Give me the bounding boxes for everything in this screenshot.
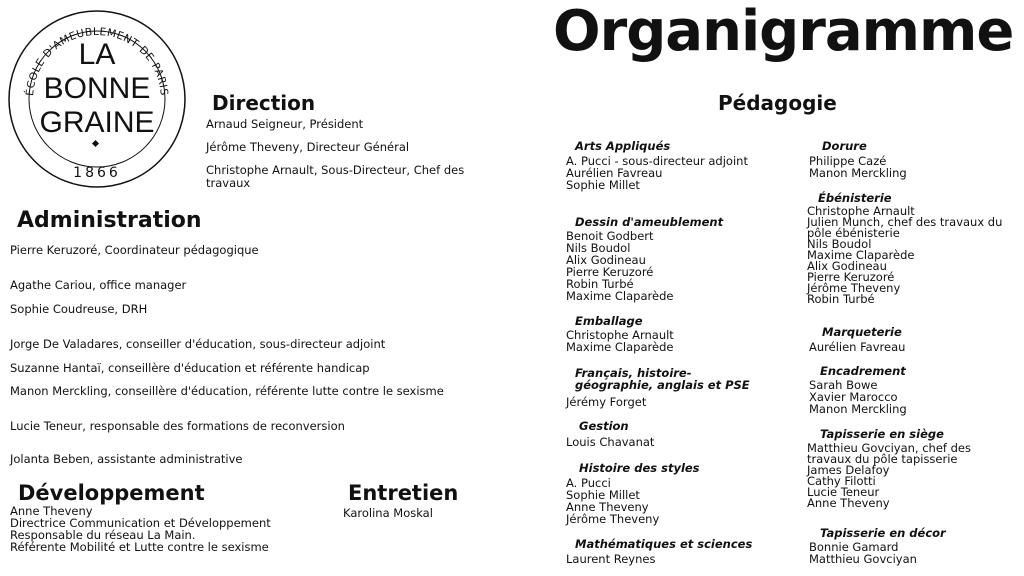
developpement-block bbox=[10, 505, 271, 553]
administration-heading: Administration bbox=[17, 208, 202, 233]
subject-title: Arts Appliqués bbox=[575, 139, 671, 153]
teacher-name: Robin Turbé bbox=[807, 292, 875, 306]
page-title: Organigramme bbox=[553, 0, 1014, 64]
subject-title: Gestion bbox=[579, 419, 629, 433]
subject-members bbox=[809, 541, 917, 565]
teacher-name: Jérôme Theveny bbox=[807, 281, 901, 295]
logo-line-1: LA bbox=[78, 38, 116, 71]
direction-member: Christophe Arnault, Sous-Directeur, Chef des travaux bbox=[206, 163, 465, 190]
teacher-name: Anne Theveny bbox=[807, 496, 890, 510]
teacher-name: Maxime Claparède bbox=[807, 248, 915, 262]
developpement-heading: Développement bbox=[18, 481, 205, 505]
subject-members bbox=[566, 230, 673, 302]
teacher-name: Jérôme Theveny bbox=[566, 512, 660, 526]
subject-members bbox=[807, 206, 1012, 305]
teacher-name: Bonnie Gamard bbox=[809, 540, 899, 554]
teacher-name: Aurélien Favreau bbox=[809, 340, 906, 354]
subject-title: Histoire des styles bbox=[579, 461, 700, 475]
teacher-name: Louis Chavanat bbox=[566, 435, 655, 449]
subject-title: Encadrement bbox=[820, 364, 906, 378]
teacher-name: Christophe Arnault bbox=[566, 328, 674, 342]
direction-heading: Direction bbox=[212, 91, 316, 115]
teacher-name: Sophie Millet bbox=[566, 178, 640, 192]
logo-arc-text: ÉCOLE D'AMEUBLEMENT DE PARIS bbox=[24, 25, 170, 97]
teacher-name: Benoit Godbert bbox=[566, 229, 654, 243]
administration-member: Manon Merckling, conseillère d'éducation, référente lutte contre le sexisme bbox=[10, 384, 444, 398]
teacher-name: Maxime Claparède bbox=[566, 340, 674, 354]
teacher-name: A. Pucci bbox=[566, 476, 611, 490]
subject-members bbox=[809, 379, 907, 415]
teacher-name: Cathy Filotti bbox=[807, 474, 876, 488]
subject-title: Emballage bbox=[575, 314, 643, 328]
subject-title: Ébénisterie bbox=[818, 191, 892, 205]
subject-title: Tapisserie en siège bbox=[820, 427, 944, 441]
teacher-name: Robin Turbé bbox=[566, 277, 634, 291]
teacher-name: Matthieu Govciyan, chef des travaux du pôle tapisserie bbox=[807, 441, 971, 466]
administration-member: Pierre Keruzoré, Coordinateur pédagogique bbox=[10, 243, 259, 257]
subject-title: Dessin d'ameublement bbox=[575, 215, 724, 229]
teacher-name: Sophie Millet bbox=[566, 488, 640, 502]
teacher-name: Laurent Reynes bbox=[566, 552, 656, 566]
teacher-name: Maxime Claparède bbox=[566, 289, 674, 303]
developpement-line: Référente Mobilité et Lutte contre le sexisme bbox=[10, 540, 269, 554]
teacher-name: Alix Godineau bbox=[566, 253, 646, 267]
developpement-line: Directrice Communication et Développement bbox=[10, 516, 271, 530]
subject-title: Marqueterie bbox=[822, 325, 902, 339]
developpement-line: Anne Theveny bbox=[10, 504, 93, 518]
teacher-name: Nils Boudol bbox=[566, 241, 631, 255]
entretien-heading: Entretien bbox=[348, 481, 459, 505]
administration-member: Agathe Cariou, office manager bbox=[10, 278, 187, 292]
teacher-name: James Delafoy bbox=[807, 463, 890, 477]
subject-members bbox=[566, 155, 748, 191]
administration-member: Sophie Coudreuse, DRH bbox=[10, 302, 148, 316]
administration-member: Jorge De Valadares, conseiller d'éducation, sous-directeur adjoint bbox=[10, 337, 386, 351]
teacher-name: Julien Munch, chef des travaux du pôle ébénisterie bbox=[807, 215, 1003, 240]
teacher-name: Manon Merckling bbox=[809, 402, 907, 416]
developpement-line: Responsable du réseau La Main. bbox=[10, 528, 196, 542]
logo-diamond bbox=[92, 140, 99, 147]
administration-member: Jolanta Beben, assistante administrative bbox=[10, 452, 243, 466]
subject-title: Dorure bbox=[822, 139, 867, 153]
teacher-name: Lucie Teneur bbox=[807, 485, 880, 499]
subject-members bbox=[566, 477, 659, 525]
direction-member: Jérôme Theveny, Directeur Général bbox=[206, 140, 410, 154]
teacher-name: Pierre Keruzoré bbox=[566, 265, 654, 279]
subject-title: Tapisserie en décor bbox=[820, 526, 946, 540]
teacher-name: Christophe Arnault bbox=[807, 204, 915, 218]
teacher-name: Manon Merckling bbox=[809, 166, 907, 180]
subject-members bbox=[809, 155, 907, 179]
teacher-name: Philippe Cazé bbox=[809, 154, 887, 168]
teacher-name: Aurélien Favreau bbox=[566, 166, 663, 180]
school-logo bbox=[6, 8, 188, 190]
teacher-name: Anne Theveny bbox=[566, 500, 649, 514]
teacher-name: Xavier Marocco bbox=[809, 390, 898, 404]
entretien-member: Karolina Moskal bbox=[343, 506, 433, 520]
administration-member: Lucie Teneur, responsable des formations de reconversion bbox=[10, 419, 345, 433]
subject-members bbox=[807, 443, 982, 509]
administration-member: Suzanne Hantaï, conseillère d'éducation et référente handicap bbox=[10, 361, 370, 375]
direction-member: Arnaud Seigneur, Président bbox=[206, 117, 364, 131]
subject-members bbox=[566, 329, 674, 353]
teacher-name: Jérémy Forget bbox=[566, 395, 647, 409]
teacher-name: Matthieu Govciyan bbox=[809, 552, 917, 566]
logo-line-3: GRAINE bbox=[39, 106, 155, 139]
teacher-name: A. Pucci - sous-directeur adjoint bbox=[566, 154, 748, 168]
teacher-name: Pierre Keruzoré bbox=[807, 270, 895, 284]
teacher-name: Nils Boudol bbox=[807, 237, 872, 251]
subject-title: Mathématiques et sciences bbox=[575, 537, 753, 551]
logo-year: 1866 bbox=[73, 165, 121, 181]
teacher-name: Alix Godineau bbox=[807, 259, 887, 273]
subject-title: Français, histoire-géographie, anglais et PSE bbox=[575, 366, 750, 392]
pedagogie-heading: Pédagogie bbox=[718, 91, 837, 115]
teacher-name: Sarah Bowe bbox=[809, 378, 878, 392]
logo-line-2: BONNE bbox=[43, 72, 151, 105]
